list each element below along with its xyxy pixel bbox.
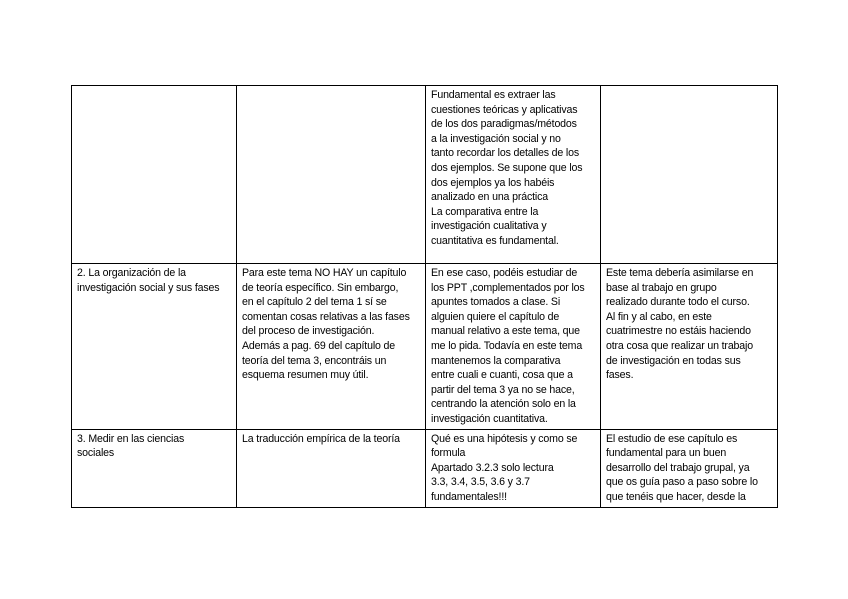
table-cell-theory [237,86,426,264]
table-cell-notes: Fundamental es extraer las cuestiones teóricas y aplicativas de los dos paradigmas/métodos a la investigación social y no tanto recordar los detalles de los dos ejemplos. Se supone que los dos ejemplos ya los habéis analizado en una práctica La comparativa entre la investigación cualitativa y cuantitativa es fundamental. [426,86,601,264]
table-cell-comments: El estudio de ese capítulo es fundamental para un buen desarrollo del trabajo grupal, ya que os guía paso a paso sobre lo que tenéis que hacer, desde la [601,429,778,507]
table-cell-notes: Qué es una hipótesis y como se formula Apartado 3.2.3 solo lectura 3.3, 3.4, 3.5, 3.6 y 3.7 fundamentales!!! [426,429,601,507]
table-row [72,429,778,507]
table-row [72,86,778,264]
table-cell-theory: Para este tema NO HAY un capítulo de teoría específico. Sin embargo, en el capítulo 2 del tema 1 sí se comentan cosas relativas a las fases del proceso de investigación. Además a pag. 69 del capítulo de teoría del tema 3, encontráis un esquema resumen muy útil. [237,264,426,430]
table-cell-comments: Este tema debería asimilarse en base al trabajo en grupo realizado durante todo el curso. Al fin y al cabo, en este cuatrimestre no estáis haciendo otra cosa que realizar un trabajo de investigación en todas sus fases. [601,264,778,430]
table-cell-topic: 3. Medir en las ciencias sociales [72,429,237,507]
content-table [71,85,778,508]
table-cell-notes: En ese caso, podéis estudiar de los PPT ,complementados por los apuntes tomados a clase. Si alguien quiere el capítulo de manual relativo a este tema, que me lo pida. Todavía en este tema mantenemos la comparativa entre cuali e cuanti, cosa que a partir del tema 3 ya no se hace, centrando la atención solo en la investigación cuantitativa. [426,264,601,430]
table-row [72,264,778,430]
table-cell-theory: La traducción empírica de la teoría [237,429,426,507]
table-cell-comments [601,86,778,264]
table-cell-topic [72,86,237,264]
table-cell-topic: 2. La organización de la investigación social y sus fases [72,264,237,430]
